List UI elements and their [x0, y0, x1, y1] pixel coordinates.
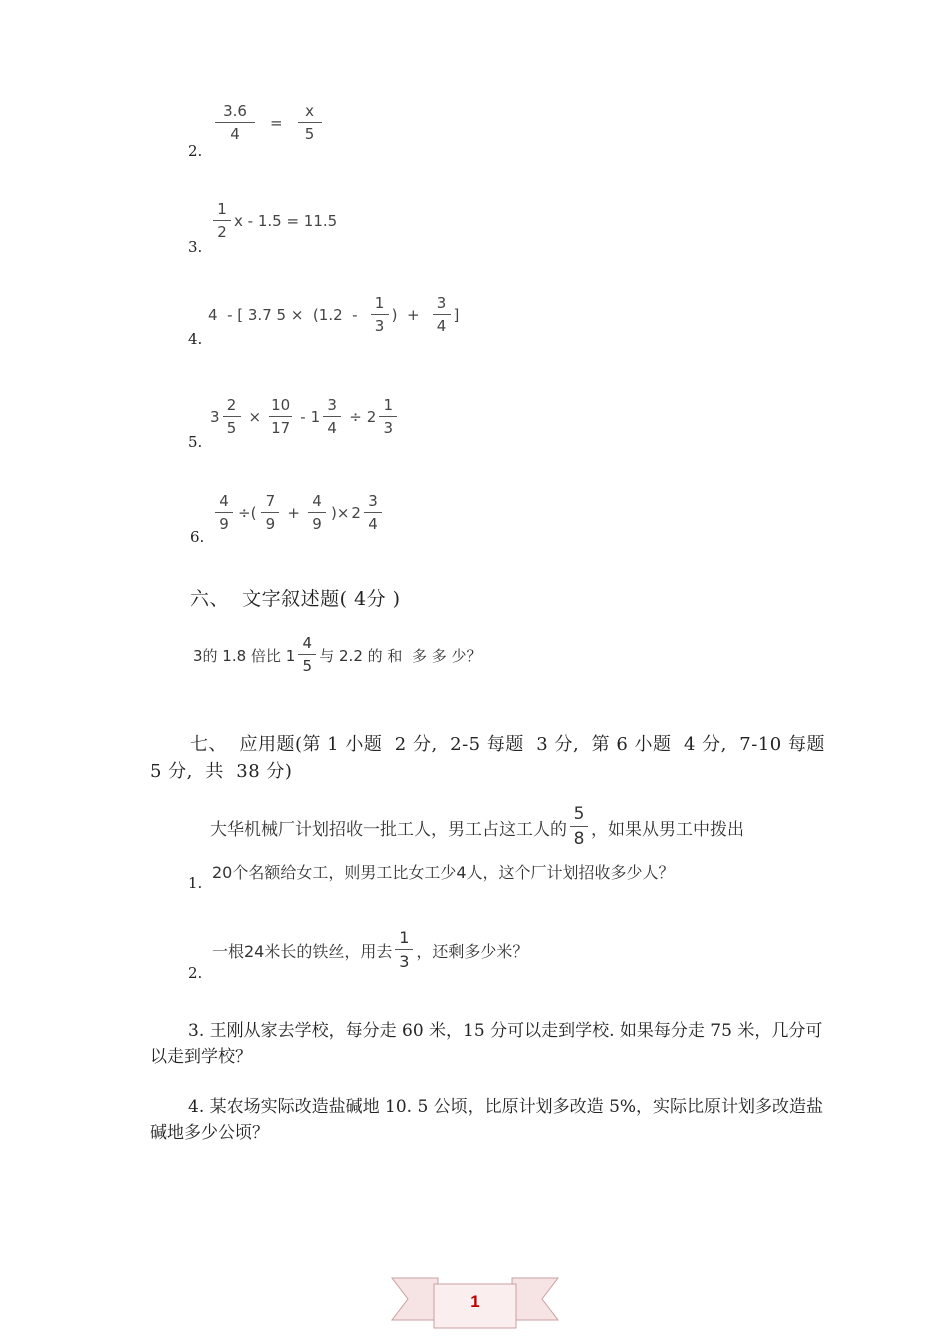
equation-3: $\frac{1}{2}$ x - 1.5 = 11.5 [210, 202, 337, 240]
page-number: 1 [470, 1292, 480, 1311]
question-4-line1: 4. 某农场实际改造盐碱地 10. 5 公顷，比原计划多改造 5%，实际比原计划多改造盐 [188, 1097, 824, 1117]
fraction: $\frac{3.6}{4}$ [215, 104, 255, 142]
fraction: $\frac{2}{5}$ [223, 398, 241, 436]
fraction: $\frac{4}{9}$ [308, 494, 326, 532]
question-2: 一根24米长的铁丝，用去 $\frac{1}{3}$ ，还剩多少米？ [212, 928, 529, 971]
section-7-heading-line2: 5 分, 共 38 分) [150, 761, 293, 782]
question-3-line1: 3. 王刚从家去学校，每分走 60 米，15 分可以走到学校. 如果每分走 75 米，几分可 [188, 1021, 823, 1041]
item-number-q2: 2. [188, 964, 203, 982]
item-number-5: 5. [188, 433, 203, 451]
fraction: $\frac{4}{5}$ [298, 636, 316, 674]
fraction: $\frac{1}{3}$ [371, 296, 389, 334]
section-7-heading-line1: 七、 应用题(第 1 小题 2 分, 2-5 每题 3 分, 第 6 小题 4 分, 7-10 每题 [190, 734, 825, 755]
item-number-4: 4. [188, 330, 203, 348]
fraction: $\frac{5}{8}$ [570, 806, 588, 848]
fraction: $\frac{1}{3}$ [395, 930, 413, 970]
equation-4: 4 - [ 3.7 5 × (1.2 - $\frac{1}{3}$ ) + $\frac{3}{4}$ ] [208, 294, 460, 335]
item-number-6: 6. [190, 528, 205, 546]
fraction: $\frac{1}{3}$ [379, 398, 397, 436]
section-6-question: 3的 1.8 倍比 1 $\frac{4}{5}$ 与 2.2 的 和 多 多 少？ [193, 634, 482, 675]
fraction: $\frac{1}{2}$ [213, 202, 231, 240]
question-1-line2: 20个名额给女工，则男工比女工少4人，这个厂计划招收多少人？ [212, 863, 675, 882]
item-number-3: 3. [188, 238, 203, 256]
section-6-heading: 六、 文字叙述题( 4分 ) [190, 588, 401, 610]
fraction: $\frac{3}{4}$ [433, 296, 451, 334]
fraction: $\frac{3}{4}$ [364, 494, 382, 532]
equation-2: $\frac{3.6}{4}$ = $\frac{x}{5}$ [212, 104, 325, 142]
fraction: $\frac{3}{4}$ [323, 398, 341, 436]
question-3-line2: 以走到学校？ [150, 1047, 252, 1067]
equation-6: $\frac{4}{9}$ ÷( $\frac{7}{9}$ + $\frac{4}{9}$ )× 2 $\frac{3}{4}$ [212, 494, 385, 532]
equation-5: 3 $\frac{2}{5}$ × $\frac{10}{17}$ - 1 $\frac{3}{4}$ ÷ 2 $\frac{1}{3}$ [210, 398, 400, 436]
page-number-banner [390, 1270, 560, 1330]
fraction: $\frac{10}{17}$ [271, 396, 291, 437]
item-number-q1: 1. [188, 874, 203, 892]
fraction: $\frac{7}{9}$ [261, 494, 279, 532]
question-4-line2: 碱地多少公顷？ [150, 1123, 269, 1143]
question-1-line1: 大华机械厂计划招收一批工人，男工占这工人的 $\frac{5}{8}$ ，如果从男工中拨出 [210, 804, 744, 849]
fraction: $\frac{x}{5}$ [298, 104, 322, 142]
item-number-2: 2. [188, 142, 203, 160]
fraction: $\frac{4}{9}$ [215, 494, 233, 532]
